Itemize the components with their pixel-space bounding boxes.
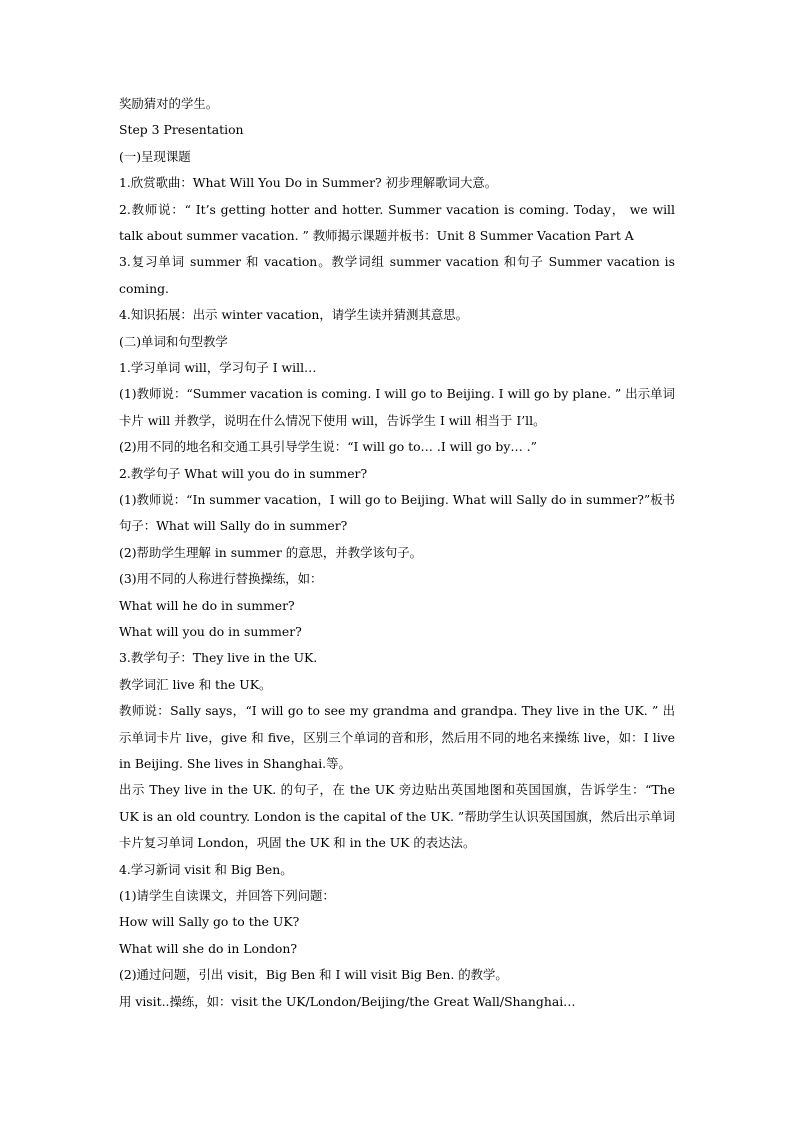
paragraph: (1)教师说：“Summer vacation is coming. I will go to Beijing. I will go by plane. ” 出示单词卡片 will 并教学，说明在什么情况下使用 will，告诉学生 I will 相当于 I’ll。	[119, 386, 675, 428]
paragraph: (1)教师说：“In summer vacation，I will go to Beijing. What will Sally do in summer?”板书句子：What will Sally do in summer?	[119, 491, 676, 534]
paragraph: 3.复习单词 summer 和 vacation。教学词组 summer vacation 和句子 Summer vacation is coming.	[119, 254, 675, 296]
text-line: (2)用不同的地名和交通工具引导学生说：“I will go to… .I will go by… .”	[119, 439, 537, 455]
text-line: 1.欣赏歌曲：What Will You Do in Summer? 初步理解歌词大意。	[119, 175, 498, 191]
text-line: 奖励猜对的学生。	[119, 96, 219, 111]
section-heading: (二)单词和句型教学	[119, 333, 228, 349]
text-line: (2)帮助学生理解 in summer 的意思，并教学该句子。	[119, 544, 423, 560]
text-line: 4.学习新词 visit 和 Big Ben。	[119, 861, 293, 877]
document-page	[119, 91, 675, 1015]
text-line: 4.知识拓展：出示 winter vacation，请学生读并猜测其意思。	[119, 307, 469, 323]
text-line: (2)通过问题，引出 visit，Big Ben 和 I will visit Big Ben. 的教学。	[119, 967, 508, 983]
text-line: (1)请学生自读课文，并回答下列问题：	[119, 887, 335, 903]
text-line: 教学词汇 live 和 the UK。	[119, 676, 272, 692]
text-line: 用 visit..操练，如：visit the UK/London/Beijing/the Great Wall/Shanghai…	[119, 993, 576, 1009]
text-line: (3)用不同的人称进行替换操练，如：	[119, 571, 323, 587]
paragraph: 2.教师说：“ It’s getting hotter and hotter. Summer vacation is coming. Today， we will talk about summer vacation. ” 教师揭示课题并板书：Unit 8 Summer Vacation Part A	[119, 201, 675, 243]
example-sentence: What will you do in summer?	[119, 623, 302, 639]
example-sentence: What will he do in summer?	[119, 597, 295, 613]
step-heading: Step 3 Presentation	[119, 122, 244, 138]
paragraph: 出示 They live in the UK. 的句子，在 the UK 旁边贴出英国地图和英国国旗，告诉学生：“The UK is an old country. London is the capital of the UK. ”帮助学生认识英国国旗，然后出示单词卡片复习单词 London，巩固 the UK 和 in the UK 的表达法。	[119, 782, 675, 851]
example-sentence: How will Sally go to the UK?	[119, 914, 300, 930]
text-line: 1.学习单词 will，学习句子 I will…	[119, 359, 317, 375]
example-sentence: What will she do in London?	[119, 940, 297, 956]
section-heading: (一)呈现课题	[119, 148, 191, 164]
paragraph: 教师说：Sally says，“I will go to see my grandma and grandpa. They live in the UK. ” 出示单词卡片 live，give 和 five，区别三个单词的音和形，然后用不同的地名来操练 live，如：I live in Beijing. She lives in Shanghai.等。	[119, 703, 675, 771]
text-line: 2.教学句子 What will you do in summer?	[119, 465, 368, 481]
text-line: 3.教学句子：They live in the UK.	[119, 650, 318, 666]
